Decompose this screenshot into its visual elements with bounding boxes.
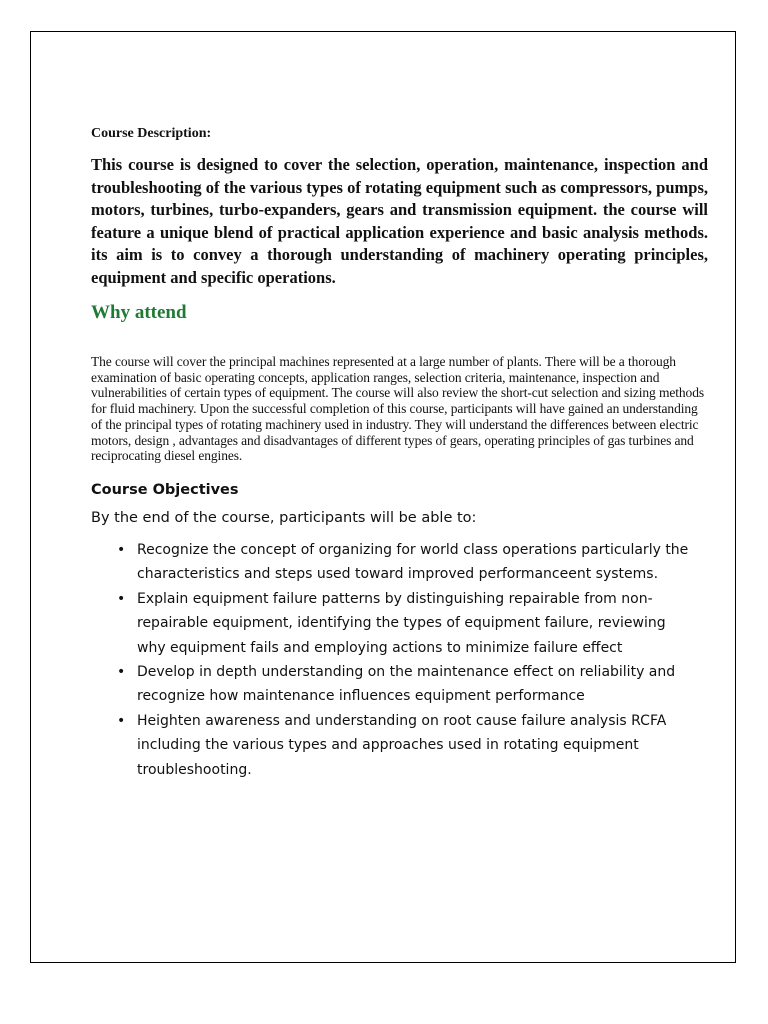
objective-text: Heighten awareness and understanding on root cause failure analysis RCFA including the various types and approaches used in rotating equipment troubleshooting. [137, 712, 667, 778]
course-description-heading: Course Description: [91, 126, 212, 141]
why-attend-heading: Why attend [91, 302, 187, 323]
objective-text: Explain equipment failure patterns by distinguishing repairable from non-repairable equipment, identifying the types of equipment failure, reviewing why equipment fails and employing actions to minimize failure effect [137, 590, 666, 656]
bullet-icon: • [117, 541, 126, 558]
course-objectives-heading: Course Objectives [91, 481, 239, 498]
objective-text: Develop in depth understanding on the maintenance effect on reliability and recognize how maintenance influences equipment performance [137, 663, 676, 705]
page-content [91, 124, 708, 782]
course-objectives-intro: By the end of the course, participants will be able to: [91, 509, 477, 526]
bullet-icon: • [117, 663, 126, 680]
objectives-list [91, 538, 708, 782]
bullet-icon: • [117, 590, 126, 607]
document-page [30, 31, 736, 963]
objective-text: Recognize the concept of organizing for world class operations particularly the characteristics and steps used toward improved performanceent systems. [137, 541, 689, 583]
course-description-body: This course is designed to cover the selection, operation, maintenance, inspection and troubleshooting of the various types of rotating equipment such as compressors, pumps, motors, turbines, turbo-expanders, gears and transmission equipment. the course will feature a unique blend of practical application experience and basic analysis methods. its aim is to convey a thorough understanding of machinery operating principles, equipment and specific operations. [91, 155, 708, 287]
bullet-icon: • [117, 712, 126, 729]
objective-item [91, 538, 697, 587]
objective-item [91, 587, 697, 660]
objective-item [91, 660, 697, 709]
objective-item [91, 709, 697, 782]
why-attend-body: The course will cover the principal machines represented at a large number of plants. There will be a thorough examination of basic operating concepts, application ranges, selection criteria, maintenance, inspection and vulnerabilities of certain types of equipment. The course will also review the short-cut selection and sizing methods for fluid machinery. Upon the successful completion of this course, participants will have gained an understanding of the principal types of rotating machinery used in industry. They will understand the differences between electric motors, design , advantages and disadvantages of different types of gears, operating principles of gas turbines and reciprocating diesel engines. [91, 354, 705, 464]
